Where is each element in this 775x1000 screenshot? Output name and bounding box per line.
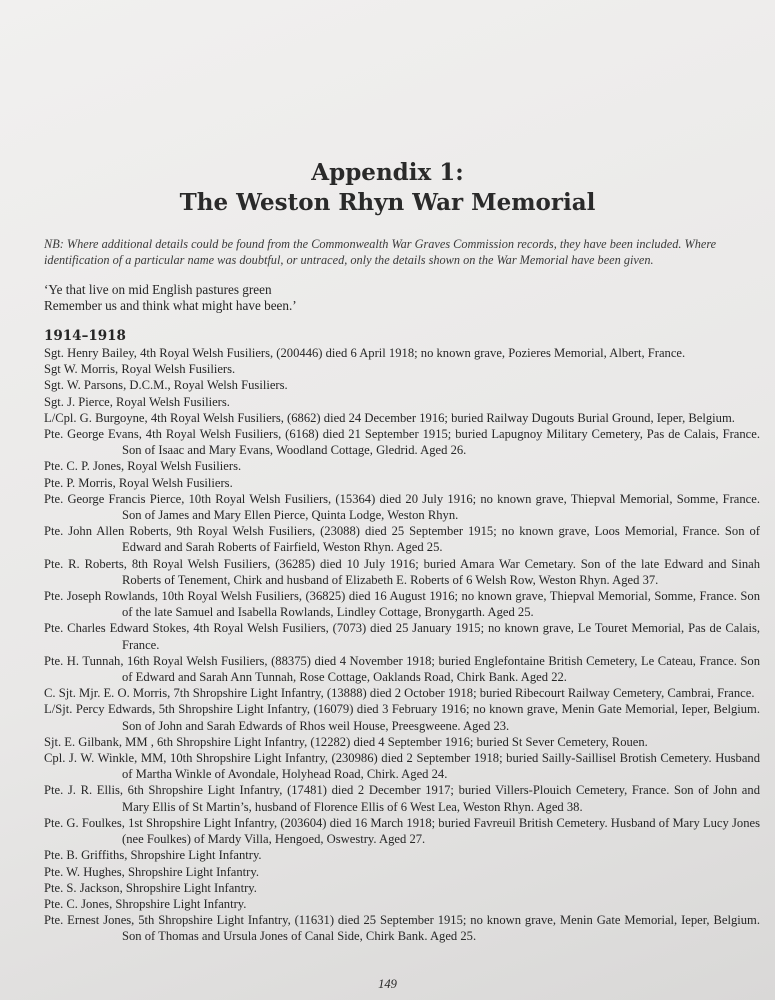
epitaph-quote: [44, 282, 644, 314]
page-number: 149: [378, 977, 397, 991]
memorial-entry: Cpl. J. W. Winkle, MM, 10th Shropshire Light Infantry, (230986) died 2 September 1918; buried Sailly-Saillisel Brotish Cemetery. Husband of Martha Winkle of Avondale, Holyhead Road, Chirk. Aged 24.: [44, 751, 760, 782]
memorial-entry: Sjt. E. Gilbank, MM , 6th Shropshire Light Infantry, (12282) died 4 September 1916; buried St Sever Cemetery, Rouen.: [44, 734, 648, 749]
memorial-entry: Pte. Charles Edward Stokes, 4th Royal Welsh Fusiliers, (7073) died 25 January 1915; no known grave, Le Touret Memorial, Pas de Calais, France.: [44, 621, 760, 652]
period-heading: 1914–1918: [44, 328, 126, 344]
memorial-entry: L/Cpl. G. Burgoyne, 4th Royal Welsh Fusiliers, (6862) died 24 December 1916; buried Railway Dugouts Burial Ground, Ieper, Belgium.: [44, 410, 735, 425]
memorial-entry: Pte. P. Morris, Royal Welsh Fusiliers.: [44, 475, 233, 490]
page-title: [0, 158, 775, 218]
memorial-entry: Pte. W. Hughes, Shropshire Light Infantry.: [44, 864, 260, 879]
title-line-1: Appendix 1:: [311, 159, 464, 186]
memorial-entry: L/Sjt. Percy Edwards, 5th Shropshire Light Infantry, (16079) died 3 February 1916; no known grave, Menin Gate Memorial, Ieper, Belgium. Son of John and Sarah Edwards of Rhos weil House, Preesgweene. Aged 23.: [44, 702, 760, 733]
memorial-entry: Pte. George Francis Pierce, 10th Royal Welsh Fusiliers, (15364) died 20 July 1916; no known grave, Thiepval Memorial, Somme, France. Son of James and Mary Ellen Pierce, Quinta Lodge, Weston Rhyn.: [44, 491, 760, 523]
memorial-entry: Sgt. Henry Bailey, 4th Royal Welsh Fusiliers, (200446) died 6 April 1918; no known grave, Pozieres Memorial, Albert, France.: [44, 346, 686, 360]
memorial-entry: Pte. H. Tunnah, 16th Royal Welsh Fusiliers, (88375) died 4 November 1918; buried Englefontaine British Cemetery, Le Cateau, France. Son of Edward and Sarah Ann Tunnah, Rose Cottage, Oaklands Road, Chirk Bank. Aged 22.: [44, 653, 760, 685]
memorial-entry: Pte. Joseph Rowlands, 10th Royal Welsh Fusiliers, (36825) died 16 August 1916; no known grave, Thiepval Memorial, Somme, France. Son of the late Samuel and Isabella Rowlands, Lindley Cottage, Bronygarth. Aged 25.: [44, 589, 760, 620]
memorial-entry: Pte. C. P. Jones, Royal Welsh Fusiliers.: [44, 459, 242, 474]
quote-line-1: ‘Ye that live on mid English pastures green: [44, 282, 272, 297]
title-line-2: The Weston Rhyn War Memorial: [179, 189, 596, 216]
memorial-entry: Pte. C. Jones, Shropshire Light Infantry.: [44, 896, 247, 911]
memorial-entry: Pte. S. Jackson, Shropshire Light Infantry.: [44, 880, 257, 895]
memorial-entry: Pte. G. Foulkes, 1st Shropshire Light Infantry, (203604) died 16 March 1918; buried Favreuil British Cemetery. Husband of Mary Lucy Jones (nee Foulkes) of Mardy Villa, Hengoed, Oswestry. Aged 27.: [44, 815, 760, 847]
memorial-entry: Pte. George Evans, 4th Royal Welsh Fusiliers, (6168) died 21 September 1915; buried Lapugnoy Military Cemetery, Pas de Calais, France. Son of Isaac and Mary Evans, Woodland Cottage, Gledrid. Aged 26.: [44, 427, 760, 458]
editorial-note: NB: Where additional details could be found from the Commonwealth War Graves Commission records, they have been included. Where identification of a particular name was doubtful, or untraced, only the details shown on the War Memorial have been given.: [44, 237, 717, 267]
memorial-entry: Pte. John Allen Roberts, 9th Royal Welsh Fusiliers, (23088) died 25 September 1915; no known grave, Loos Memorial, France. Son of Edward and Sarah Roberts of Fairfield, Weston Rhyn. Aged 25.: [44, 524, 760, 555]
memorial-entry: C. Sjt. Mjr. E. O. Morris, 7th Shropshire Light Infantry, (13888) died 2 October 1918; buried Ribecourt Railway Cemetery, Cambrai, France.: [44, 686, 755, 701]
memorial-entry: Sgt W. Morris, Royal Welsh Fusiliers.: [44, 362, 236, 377]
memorial-entry: Pte. R. Roberts, 8th Royal Welsh Fusiliers, (36285) died 10 July 1916; buried Amara War Cemetary. Son of the late Edward and Sinah Roberts of Tenement, Chirk and husband of Elizabeth E. Roberts of 6 Welsh Row, Weston Rhyn. Aged 37.: [44, 556, 760, 587]
memorial-entry: Pte. J. R. Ellis, 6th Shropshire Light Infantry, (17481) died 2 December 1917; buried Villers-Plouich Cemetery, France. Son of John and Mary Ellis of St Martin’s, husband of Florence Ellis of 6 West Lea, Weston Rhyn. Aged 38.: [44, 783, 760, 814]
quote-line-2: Remember us and think what might have been.’: [44, 298, 297, 313]
memorial-entry: Sgt. J. Pierce, Royal Welsh Fusiliers.: [44, 394, 230, 409]
memorial-entries-list: [44, 345, 760, 945]
memorial-entry: Pte. Ernest Jones, 5th Shropshire Light Infantry, (11631) died 25 September 1915; no known grave, Menin Gate Memorial, Ieper, Belgium. Son of Thomas and Ursula Jones of Canal Side, Chirk Bank. Aged 25.: [44, 913, 760, 944]
memorial-entry: Sgt. W. Parsons, D.C.M., Royal Welsh Fusiliers.: [44, 378, 288, 393]
memorial-entry: Pte. B. Griffiths, Shropshire Light Infantry.: [44, 848, 262, 863]
